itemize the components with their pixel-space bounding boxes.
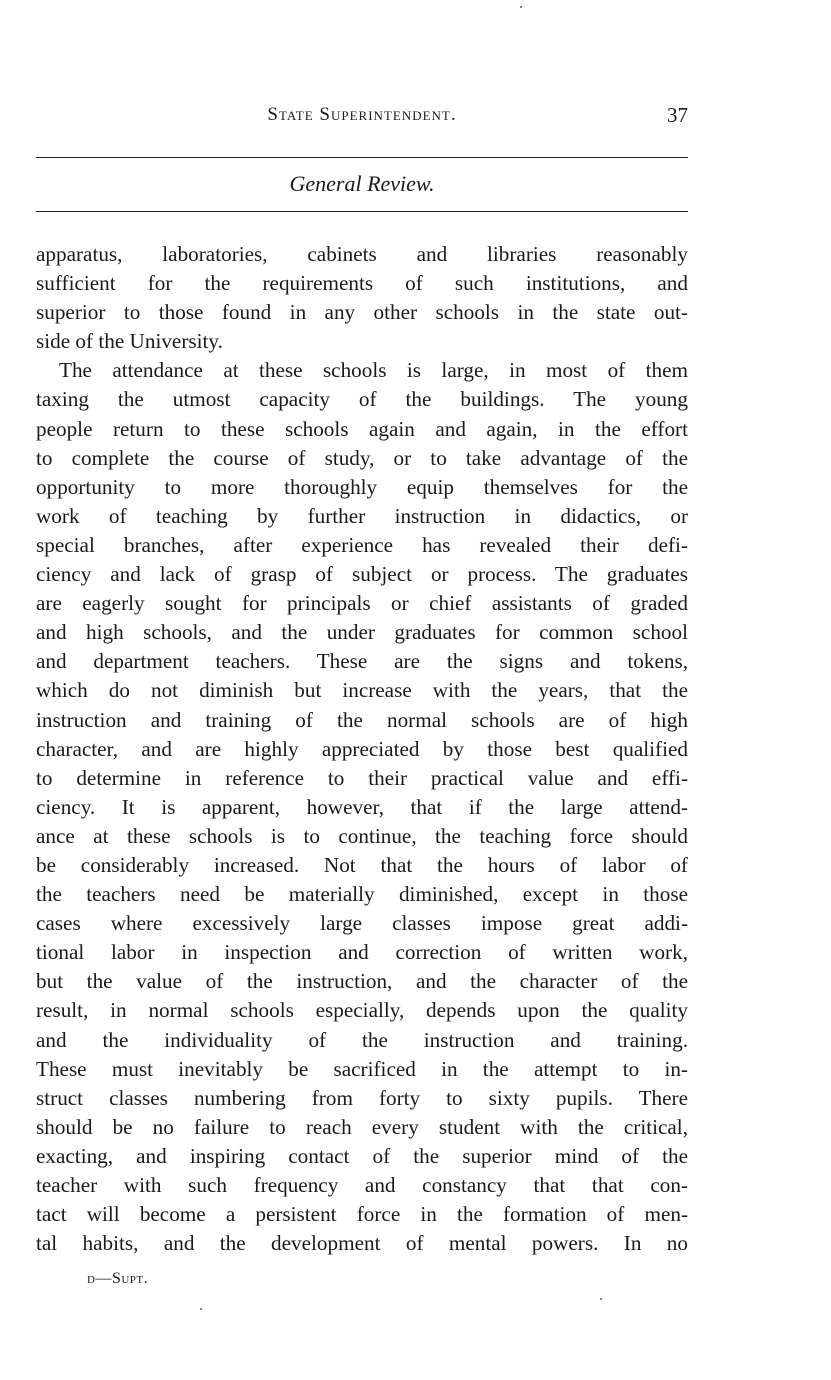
- running-title: State Superintendent.: [267, 104, 457, 125]
- text-line: to complete the course of study, or to take advantage of the: [36, 445, 688, 470]
- text-line: instruction and training of the normal schools are of high: [36, 707, 688, 732]
- text-line: These must inevitably be sacrificed in the attempt to in-: [36, 1056, 688, 1081]
- text-line: should be no failure to reach every student with the critical,: [36, 1114, 688, 1139]
- paper-speck: [520, 6, 522, 8]
- text-line: teacher with such frequency and constancy that that con-: [36, 1173, 688, 1197]
- header-rule-top: [36, 157, 688, 158]
- text-line: result, in normal schools especially, depends upon the quality: [36, 998, 688, 1023]
- text-line: ciency. It is apparent, however, that if the large attend-: [36, 794, 688, 819]
- text-line: and high schools, and the under graduates for common school: [36, 620, 688, 645]
- text-line: be considerably increased. Not that the hours of labor of: [36, 852, 688, 877]
- text-line: and the individuality of the instruction and training.: [36, 1027, 688, 1052]
- text-line: work of teaching by further instruction in didactics, or: [36, 503, 688, 528]
- text-line: sufficient for the requirements of such institutions, and: [36, 271, 688, 296]
- section-title: General Review.: [289, 171, 435, 196]
- running-head: [36, 100, 688, 130]
- text-line: side of the University.: [36, 329, 223, 354]
- text-line: and department teachers. These are the signs and tokens,: [36, 649, 688, 674]
- signature-mark: d—Supt.: [87, 1270, 149, 1287]
- text-line: The attendance at these schools is large, in most of them: [59, 358, 688, 383]
- text-line: people return to these schools again and again, in the effort: [36, 416, 688, 441]
- paper-speck: [200, 1308, 202, 1310]
- body-text: [36, 240, 688, 1258]
- page-number: 37: [667, 103, 688, 127]
- paper-speck: [600, 1298, 602, 1300]
- text-line: to determine in reference to their practical value and effi-: [36, 765, 688, 790]
- text-line: apparatus, laboratories, cabinets and libraries reasonably: [36, 242, 688, 266]
- text-line: but the value of the instruction, and the character of the: [36, 969, 688, 994]
- text-line: special branches, after experience has revealed their defi-: [36, 532, 688, 557]
- text-line: tional labor in inspection and correction of written work,: [36, 940, 688, 965]
- text-line: character, and are highly appreciated by those best qualified: [36, 736, 688, 761]
- text-line: ance at these schools is to continue, the teaching force should: [36, 823, 688, 848]
- text-line: are eagerly sought for principals or chief assistants of graded: [36, 591, 688, 616]
- text-line: opportunity to more thoroughly equip themselves for the: [36, 474, 688, 499]
- text-line: struct classes numbering from forty to sixty pupils. There: [36, 1085, 688, 1110]
- text-line: exacting, and inspiring contact of the superior mind of the: [36, 1143, 688, 1168]
- text-line: ciency and lack of grasp of subject or process. The graduates: [36, 562, 688, 587]
- text-line: which do not diminish but increase with the years, that the: [36, 678, 688, 703]
- text-line: superior to those found in any other schools in the state out-: [36, 300, 688, 325]
- text-line: taxing the utmost capacity of the buildings. The young: [36, 387, 688, 412]
- text-line: cases where excessively large classes impose great addi-: [36, 911, 688, 936]
- header-rule-bottom: [36, 211, 688, 212]
- text-line: the teachers need be materially diminished, except in those: [36, 882, 688, 907]
- text-line: tal habits, and the development of mental powers. In no: [36, 1231, 688, 1256]
- text-line: tact will become a persistent force in the formation of men-: [36, 1202, 688, 1227]
